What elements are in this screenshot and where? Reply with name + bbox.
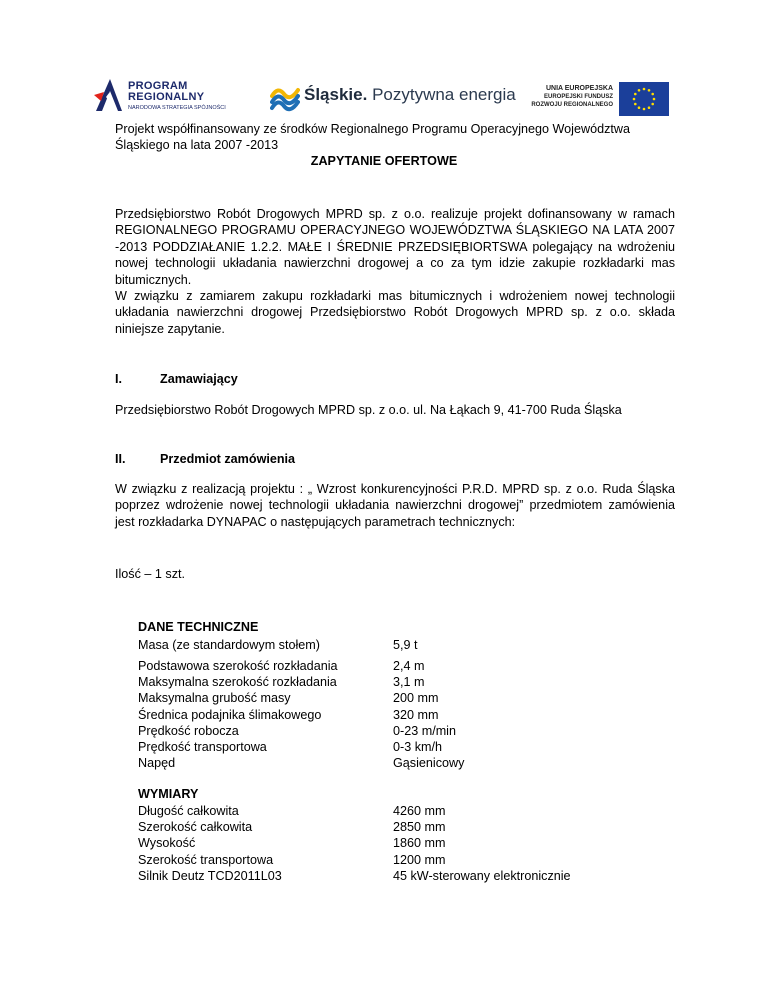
unia-line3: ROZWOJU REGIONALNEGO <box>531 102 613 108</box>
spec-label: Napęd <box>138 756 176 771</box>
slaskie-logo <box>270 82 516 114</box>
slaskie-brand: Śląskie. <box>304 85 368 104</box>
spec-label: Maksymalna szerokość rozkładania <box>138 675 337 690</box>
spec-label: Prędkość robocza <box>138 723 239 738</box>
spec-value: 2,4 m <box>393 659 425 673</box>
spec-value: 1860 mm <box>393 836 446 851</box>
spec-value: 5,9 t <box>393 638 418 652</box>
cofinanced-line2: Śląskiego na lata 2007 -2013 <box>115 138 279 153</box>
slaskie-wordmark <box>304 85 516 105</box>
spec-label: Podstawowa szerokość rozkładania <box>138 659 338 673</box>
spec-label: Długość całkowita <box>138 804 239 818</box>
unia-europejska-logo <box>529 82 669 116</box>
slaskie-tagline: Pozytywna energia <box>372 85 516 104</box>
spec-value: 45 kW-sterowany elektronicznie <box>393 868 571 883</box>
spec-value: 3,1 m <box>393 675 425 690</box>
spec-value: 4260 mm <box>393 804 446 818</box>
program-regionalny-logo <box>92 75 232 119</box>
spec-label: Średnica podajnika ślimakowego <box>138 707 322 722</box>
spec-value: 320 mm <box>393 707 439 722</box>
section-1-body: Przedsiębiorstwo Robót Drogowych MPRD sp. z o.o. ul. Na Łąkach 9, 41-700 Ruda Śląska <box>115 403 622 417</box>
quantity: Ilość – 1 szt. <box>115 567 185 581</box>
unia-line2: EUROPEJSKI FUNDUSZ <box>543 94 613 100</box>
spec-label: Szerokość transportowa <box>138 852 274 867</box>
program-regionalny-line1: PROGRAM <box>128 80 188 92</box>
intro-paragraph-2: W związku z zamiarem zakupu rozkładarki mas bitumicznych i wdrożeniem nowej technologii układania nawierzchni drogowej Przedsiębiorstwo Robót Drogowych MPRD sp. z o.o. składa niniejsze zapytanie. <box>115 289 675 336</box>
program-regionalny-line2: REGIONALNY <box>128 91 205 103</box>
section-1-number: I. <box>115 372 122 386</box>
spec-label: Maksymalna grubość masy <box>138 691 291 706</box>
spec-label: Prędkość transportowa <box>138 740 267 754</box>
cofinanced-line1: Projekt współfinansowany ze środków Regionalnego Programu Operacyjnego Województwa <box>115 122 630 136</box>
spec-value: 2850 mm <box>393 820 446 835</box>
unia-line1: UNIA EUROPEJSKA <box>545 85 613 92</box>
eu-flag-icon <box>619 82 669 116</box>
section-1-title: Zamawiający <box>160 372 238 386</box>
spec-value: 1200 mm <box>393 852 446 867</box>
program-regionalny-sub: NARODOWA STRATEGIA SPÓJNOŚCI <box>128 105 226 111</box>
spec-value: 0-23 m/min <box>393 723 456 738</box>
slaskie-wave-icon <box>270 82 300 112</box>
spec-label: Wysokość <box>138 836 196 851</box>
dimensions-heading: WYMIARY <box>138 787 199 801</box>
tech-specs-heading: DANE TECHNICZNE <box>138 620 259 634</box>
spec-label: Masa (ze standardowym stołem) <box>138 638 320 652</box>
section-2-title: Przedmiot zamówienia <box>160 452 296 466</box>
spec-label: Silnik Deutz TCD2011L03 <box>138 868 282 883</box>
program-regionalny-emblem-icon <box>92 75 126 115</box>
spec-label: Szerokość całkowita <box>138 820 253 835</box>
section-2-body: W związku z realizacją projektu : „ Wzrost konkurencyjności P.R.D. MPRD sp. z o.o. Ruda Śląska poprzez wdrożenie nowej technologii układania nawierzchni drogowej” przedmiotem zamówienia jest rozkładarka DYNAPAC o następujących parametrach technicznych: <box>115 482 675 529</box>
section-2-number: II. <box>115 452 126 466</box>
spec-value: 0-3 km/h <box>393 740 442 754</box>
document-title: ZAPYTANIE OFERTOWE <box>310 154 458 168</box>
unia-europejska-text <box>531 85 613 109</box>
intro-paragraph-1: Przedsiębiorstwo Robót Drogowych MPRD sp. z o.o. realizuje projekt dofinansowany w ramach REGIONALNEGO PROGRAMU OPERACYJNEGO WOJEWÓDZTWA ŚLĄSKIEGO NA LATA 2007 -2013 PODDZIAŁANIE 1.2.2. MAŁE I ŚREDNIE PRZEDSIĘBIORTSWA polegający na wdrożeniu nowej technologii układania nawierzchni drogowej a co za tym idzie zakupie rozkładarki mas bitumicznych. <box>115 207 675 287</box>
spec-value: 200 mm <box>393 691 439 706</box>
cofinanced-note <box>115 121 675 154</box>
spec-value: Gąsienicowy <box>393 756 465 771</box>
